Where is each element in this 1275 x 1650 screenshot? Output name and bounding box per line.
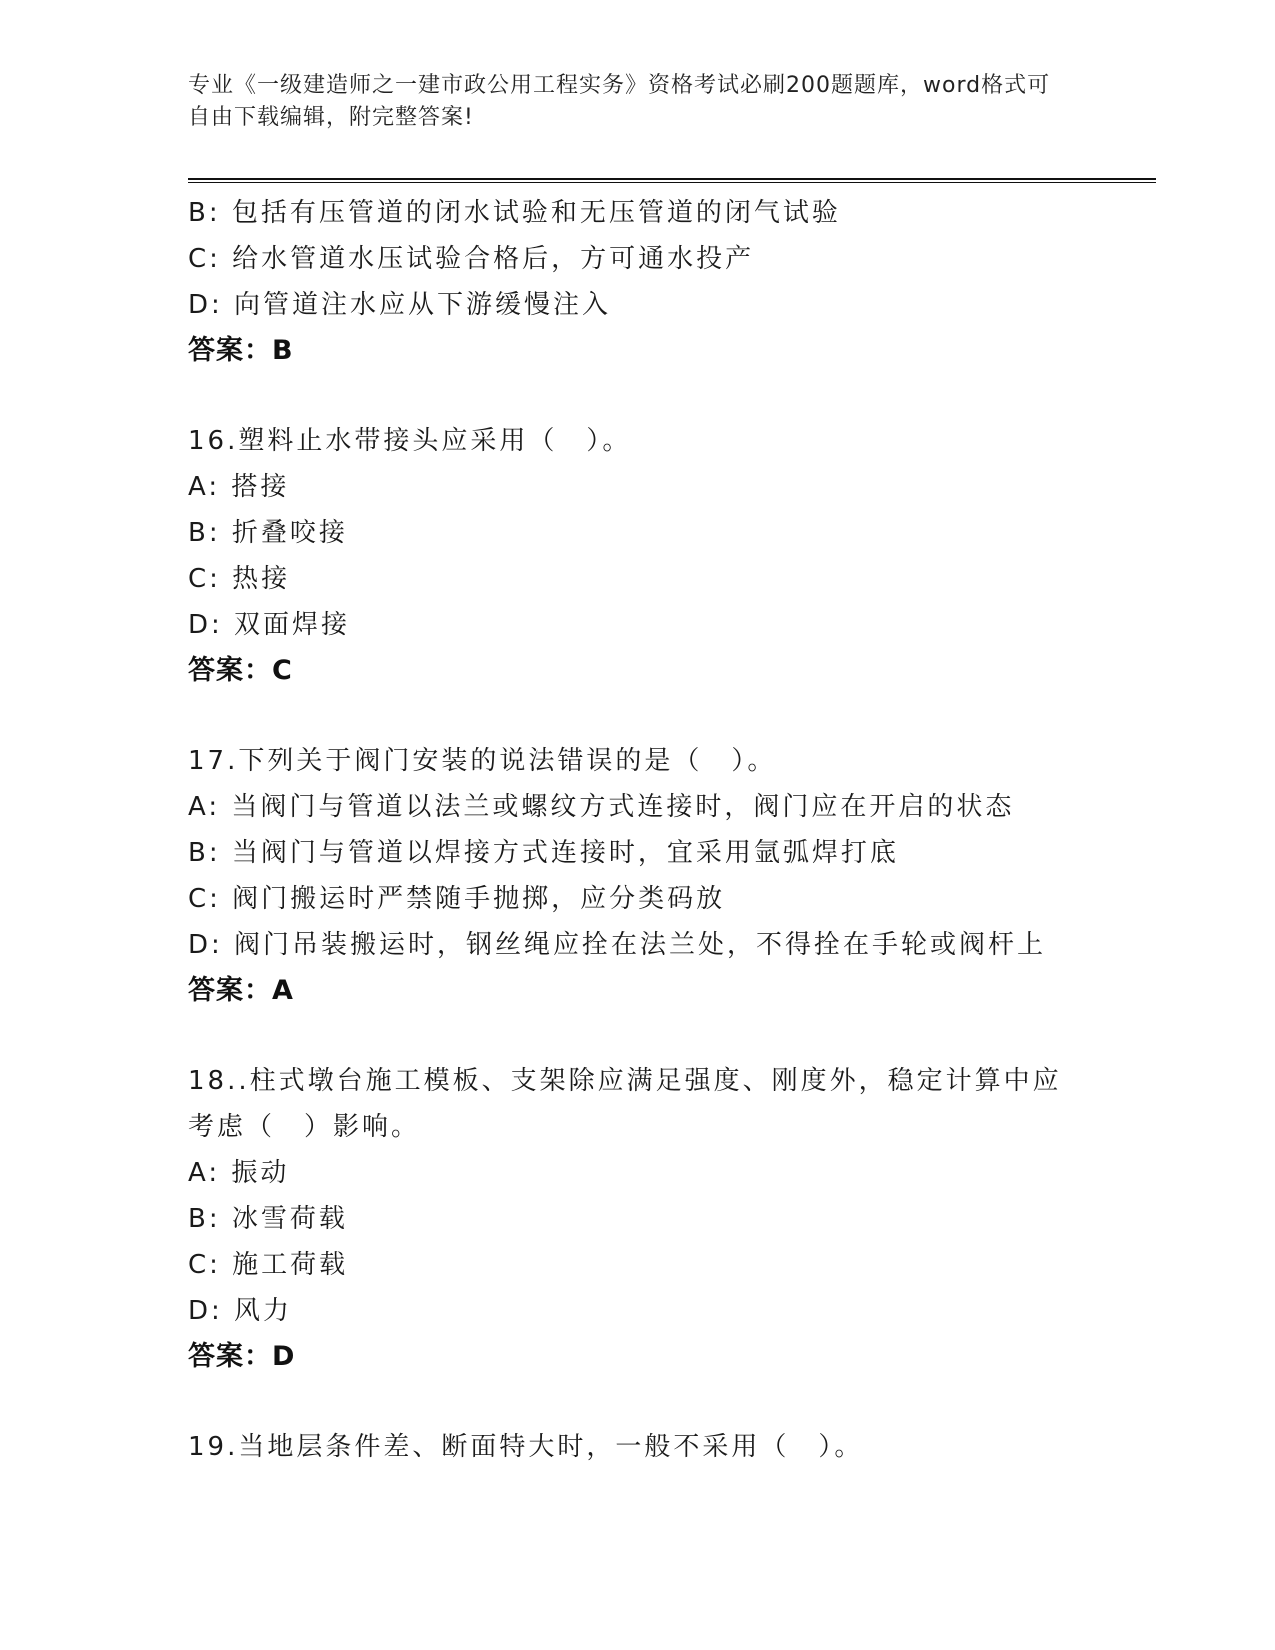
question-19-block <box>188 1424 1088 1470</box>
question-17-answer: 答案：A <box>188 975 294 1006</box>
question-18-block <box>188 1058 1088 1380</box>
question-18-option-b: B: 冰雪荷载 <box>188 1204 348 1234</box>
question-15-option-d: D: 向管道注水应从下游缓慢注入 <box>188 290 612 320</box>
question-17-option-c: C: 阀门搬运时严禁随手抛掷，应分类码放 <box>188 884 726 914</box>
question-18-option-c: C: 施工荷载 <box>188 1250 349 1280</box>
question-17-block <box>188 738 1088 1014</box>
question-16-text: 16.塑料止水带接头应采用（ ）。 <box>188 426 632 456</box>
question-16-option-b: B: 折叠咬接 <box>188 518 348 548</box>
page-header: 专业《一级建造师之一建市政公用工程实务》资格考试必刷200题题库，word格式可自由下载编辑，附完整答案! <box>188 73 1051 130</box>
question-17-option-d: D: 阀门吊装搬运时，钢丝绳应拴在法兰处，不得拴在手轮或阀杆上 <box>188 930 1047 960</box>
question-17-text: 17.下列关于阀门安装的说法错误的是（ ）。 <box>188 746 777 776</box>
question-17-option-a: A: 当阀门与管道以法兰或螺纹方式连接时，阀门应在开启的状态 <box>188 792 1015 822</box>
question-15-option-c: C: 给水管道水压试验合格后，方可通水投产 <box>188 244 755 274</box>
question-18-text-line-2: 考虑（ ）影响。 <box>188 1112 421 1142</box>
question-16-option-d: D: 双面焊接 <box>188 610 351 640</box>
question-18-answer: 答案：D <box>188 1341 296 1372</box>
question-list <box>188 190 1088 1470</box>
question-16-option-a: A: 搭接 <box>188 472 290 502</box>
question-17-option-b: B: 当阀门与管道以焊接方式连接时，宜采用氩弧焊打底 <box>188 838 899 868</box>
question-15-answer: 答案：B <box>188 335 294 366</box>
question-15-option-b: B: 包括有压管道的闭水试验和无压管道的闭气试验 <box>188 198 841 228</box>
question-15-block <box>188 190 1088 374</box>
header-divider <box>188 178 1156 184</box>
question-18-option-a: A: 振动 <box>188 1158 290 1188</box>
question-16-answer: 答案：C <box>188 655 293 686</box>
question-16-option-c: C: 热接 <box>188 564 291 594</box>
question-18-option-d: D: 风力 <box>188 1296 293 1326</box>
question-18-text-line-1: 18..柱式墩台施工模板、支架除应满足强度、刚度外，稳定计算中应 <box>188 1066 1062 1096</box>
question-16-block <box>188 418 1088 694</box>
question-19-text: 19.当地层条件差、断面特大时，一般不采用（ ）。 <box>188 1432 864 1462</box>
